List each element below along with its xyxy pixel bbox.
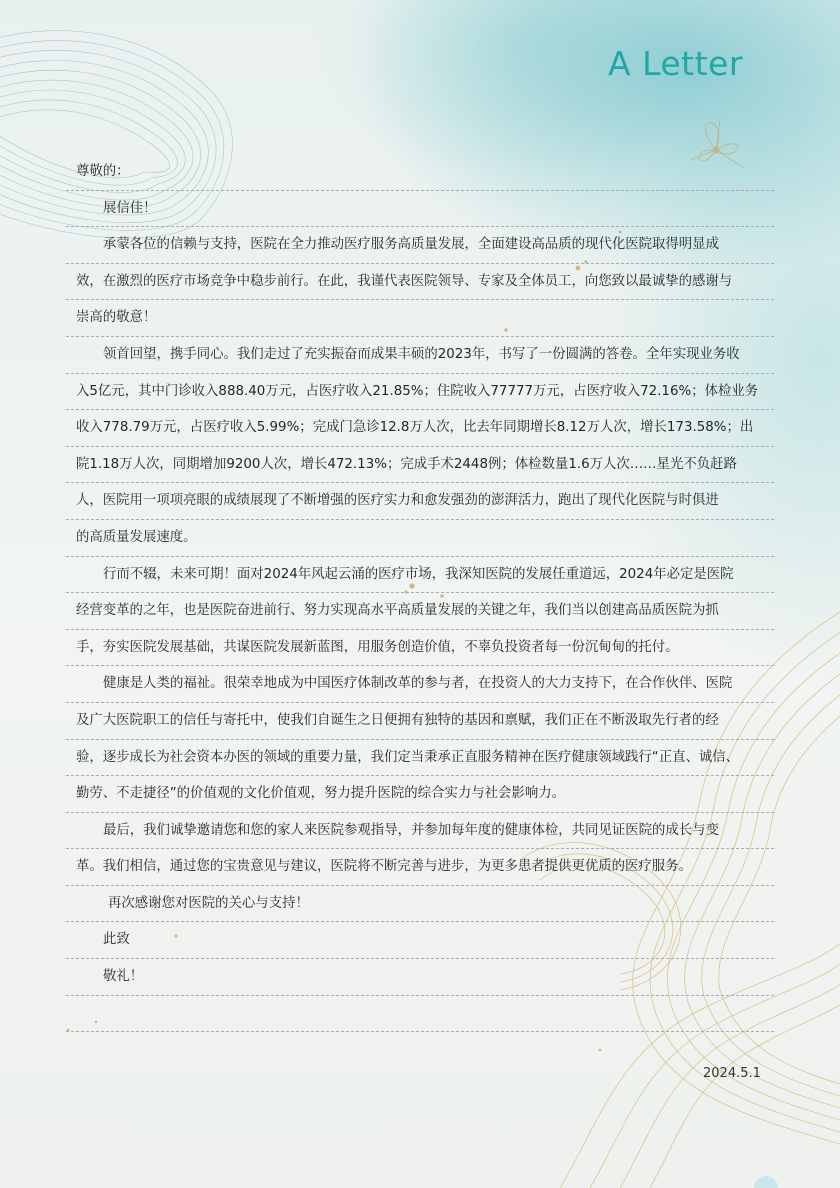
letter-body xyxy=(66,154,774,1032)
paragraph-line: 崇高的敬意！ xyxy=(66,300,774,337)
paragraph-line: 健康是人类的福祉。很荣幸地成为中国医疗体制改革的参与者，在投资人的大力支持下，在合作伙伴、医院 xyxy=(66,666,774,703)
salutation: 尊敬的： xyxy=(66,154,774,191)
closing-regards: 敬礼！ xyxy=(66,959,774,996)
greeting: 展信佳！ xyxy=(66,191,774,228)
paragraph-line: 领首回望，携手同心。我们走过了充实振奋而成果丰硕的2023年，书写了一份圆满的答卷。全年实现业务收 xyxy=(66,337,774,374)
paragraph-line: 革。我们相信，通过您的宝贵意见与建议，医院将不断完善与进步，为更多患者提供更优质的医疗服务。 xyxy=(66,849,774,886)
paragraph-line: 经营变革的之年，也是医院奋进前行、努力实现高水平高质量发展的关键之年，我们当以创建高品质医院为抓 xyxy=(66,593,774,630)
paragraph-line: 收入778.79万元，占医疗收入5.99%；完成门急诊12.8万人次，比去年同期增长8.12万人次，增长173.58%；出 xyxy=(66,410,774,447)
paragraph-line: 的高质量发展速度。 xyxy=(66,520,774,557)
paragraph-line: 手，夯实医院发展基础，共谋医院发展新蓝图，用服务创造价值，不辜负投资者每一份沉甸甸的托付。 xyxy=(66,630,774,667)
letter-heading: A Letter xyxy=(608,44,743,83)
paragraph-line: 及广大医院职工的信任与寄托中，使我们自诞生之日便拥有独特的基因和禀赋，我们正在不断汲取先行者的经 xyxy=(66,703,774,740)
paragraph-line: 验，逐步成长为社会资本办医的领域的重要力量，我们定当秉承正直服务精神在医疗健康领域践行“正直、诚信、 xyxy=(66,740,774,777)
blank-ruled-line xyxy=(66,996,774,1033)
paragraph-line: 院1.18万人次，同期增加9200人次，增长472.13%；完成手术2448例；体检数量1.6万人次……星光不负赶路 xyxy=(66,447,774,484)
paragraph-line: 行而不辍，未来可期！面对2024年风起云涌的医疗市场，我深知医院的发展任重道远，2024年必定是医院 xyxy=(66,557,774,594)
paragraph-line: 入5亿元，其中门诊收入888.40万元，占医疗收入21.85%；住院收入77777万元，占医疗收入72.16%；体检业务 xyxy=(66,374,774,411)
paragraph-line: 承蒙各位的信赖与支持，医院在全力推动医疗服务高质量发展，全面建设高品质的现代化医院取得明显成 xyxy=(66,227,774,264)
paragraph-line: 勤劳、不走捷径”的价值观的文化价值观，努力提升医院的综合实力与社会影响力。 xyxy=(66,776,774,813)
paragraph-line: 效，在激烈的医疗市场竞争中稳步前行。在此，我谨代表医院领导、专家及全体员工，向您致以最诚挚的感谢与 xyxy=(66,264,774,301)
letter-date: 2024.5.1 xyxy=(703,1066,761,1081)
closing-line: 此致 xyxy=(66,922,774,959)
paragraph-line: 最后，我们诚挚邀请您和您的家人来医院参观指导，并参加每年度的健康体检，共同见证医院的成长与变 xyxy=(66,813,774,850)
thanks-line: 再次感谢您对医院的关心与支持！ xyxy=(66,886,774,923)
paragraph-line: 人，医院用一项项亮眼的成绩展现了不断增强的医疗实力和愈发强劲的澎湃活力，跑出了现代化医院与时俱进 xyxy=(66,483,774,520)
